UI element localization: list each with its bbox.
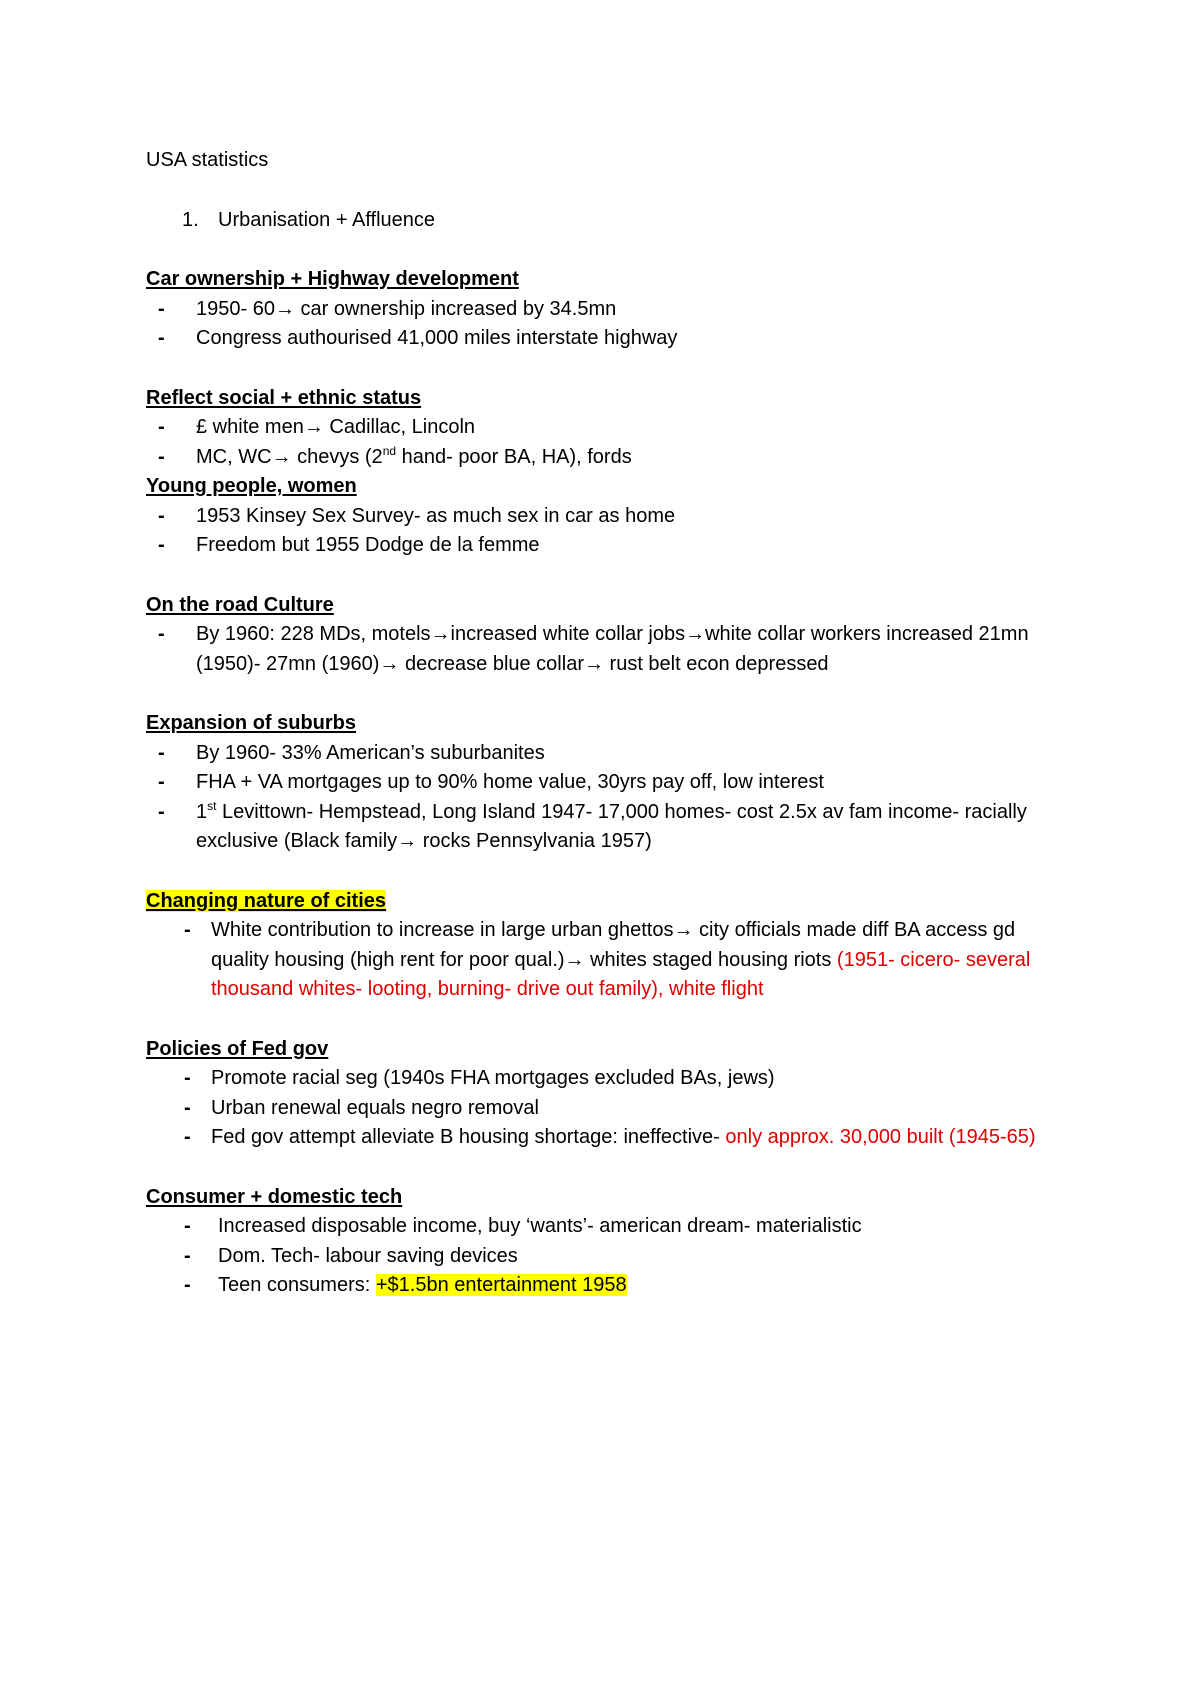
- bullet-list: [146, 1064, 1046, 1153]
- section-heading: Car ownership + Highway development: [146, 268, 519, 290]
- list-item: [146, 295, 1046, 325]
- list-item-text: Fed gov attempt alleviate B housing shortage: ineffective-: [211, 1126, 726, 1148]
- document-title: USA statistics: [146, 149, 269, 171]
- section-social-ethnic-status: [146, 384, 1046, 473]
- dash-bullet: -: [158, 297, 165, 320]
- dash-bullet: -: [184, 1274, 191, 1296]
- list-item: [146, 1212, 1046, 1242]
- highlighted-heading: Changing nature of cities: [146, 889, 387, 912]
- red-text: (1951- cicero- several thousand whites- looting, burning- drive out family), white flight: [211, 948, 1031, 1000]
- dash-bullet: -: [158, 623, 165, 645]
- list-item: [146, 324, 1046, 354]
- dash-bullet: -: [158, 741, 165, 764]
- dash-bullet: -: [184, 1215, 191, 1237]
- section-heading: Policies of Fed gov: [146, 1037, 329, 1060]
- list-item-text: 1950- 60→ car ownership increased by 34.5mn: [196, 297, 617, 320]
- section-consumer-domestic-tech: [146, 1183, 1046, 1301]
- dash-bullet: -: [158, 800, 165, 823]
- list-item-text-before: MC, WC→ chevys (2: [196, 445, 383, 468]
- list-item: [146, 768, 1046, 798]
- section-heading: On the road Culture: [146, 593, 334, 616]
- list-item-text: Congress authourised 41,000 miles interstate highway: [196, 327, 678, 349]
- list-item-text: Promote racial seg (1940s FHA mortgages excluded BAs, jews): [211, 1067, 775, 1089]
- document-body: [146, 146, 1046, 1301]
- list-item: [146, 1242, 1046, 1272]
- section-changing-nature-of-cities: [146, 887, 1046, 1005]
- list-item: [146, 1123, 1046, 1153]
- section-on-the-road-culture: [146, 591, 1046, 680]
- list-item-text: Freedom but 1955 Dodge de la femme: [196, 534, 540, 556]
- superscript: nd: [382, 443, 397, 458]
- section-heading: Reflect social + ethnic status: [146, 386, 422, 409]
- list-item: [146, 1271, 1046, 1301]
- list-item-text: 1953 Kinsey Sex Survey- as much sex in car as home: [196, 504, 676, 527]
- section-heading: Consumer + domestic tech: [146, 1185, 403, 1208]
- list-item: [146, 620, 1046, 679]
- section-expansion-of-suburbs: [146, 709, 1046, 857]
- bullet-list: [146, 916, 1046, 1005]
- section-heading: Expansion of suburbs: [146, 712, 357, 734]
- list-item-text: Urban renewal equals negro removal: [211, 1096, 539, 1119]
- list-item: [146, 739, 1046, 769]
- list-item-text: Teen consumers:: [218, 1274, 376, 1296]
- list-item: [146, 1064, 1046, 1094]
- list-item-text: By 1960: 228 MDs, motels→increased white collar jobs→white collar workers increased 21mn (1950)- 27mn (1960)→ decrease blue collar→ rust belt econ depressed: [196, 623, 1029, 675]
- numbered-heading: [146, 206, 1046, 236]
- bullet-list: [146, 295, 1046, 354]
- list-item: [146, 531, 1046, 561]
- list-item-text: FHA + VA mortgages up to 90% home value, 30yrs pay off, low interest: [196, 771, 824, 793]
- superscript: st: [207, 798, 217, 813]
- list-item-text: By 1960- 33% American’s suburbanites: [196, 741, 545, 764]
- section-young-people-women: [146, 472, 1046, 561]
- dash-bullet: -: [184, 1067, 191, 1089]
- section-heading: Young people, women: [146, 475, 357, 497]
- list-item: [146, 1094, 1046, 1124]
- section-policies-of-fed-gov: [146, 1035, 1046, 1153]
- section-car-ownership: [146, 265, 1046, 354]
- list-item-text-after: hand- poor BA, HA), fords: [396, 445, 632, 468]
- section-heading: [146, 887, 1046, 917]
- dash-bullet: -: [158, 416, 165, 438]
- list-number: 1.: [182, 208, 199, 231]
- dash-bullet: -: [184, 1126, 191, 1148]
- dash-bullet: -: [158, 445, 165, 468]
- bullet-list: [146, 1212, 1046, 1301]
- bullet-list: [146, 620, 1046, 679]
- list-item-text-before: 1: [196, 800, 208, 823]
- highlighted-text: +$1.5bn entertainment 1958: [375, 1274, 627, 1296]
- list-item-text: White contribution to increase in large urban ghettos→ city officials made diff BA access gd quality housing (high rent for poor qual.)→ whites staged housing riots: [211, 919, 1016, 971]
- red-text: only approx. 30,000 built (1945-65): [725, 1126, 1036, 1148]
- dash-bullet: -: [184, 919, 191, 941]
- list-item: [146, 443, 1046, 473]
- dash-bullet: -: [158, 534, 165, 556]
- dash-bullet: -: [158, 327, 165, 349]
- list-item: [146, 502, 1046, 532]
- bullet-list: [146, 502, 1046, 561]
- list-item-text: Increased disposable income, buy ‘wants’- american dream- materialistic: [218, 1215, 862, 1237]
- list-item-text: £ white men→ Cadillac, Lincoln: [196, 416, 476, 438]
- dash-bullet: -: [158, 504, 165, 527]
- dash-bullet: -: [184, 1244, 191, 1267]
- list-item: [146, 413, 1046, 443]
- bullet-list: [146, 413, 1046, 472]
- list-item-text: Dom. Tech- labour saving devices: [218, 1244, 518, 1267]
- list-item: [146, 916, 1046, 1005]
- list-item-text-after: Levittown- Hempstead, Long Island 1947- 17,000 homes- cost 2.5x av fam income- racially exclusive (Black family→ rocks Pennsylvania 1957): [196, 800, 1027, 852]
- bullet-list: [146, 739, 1046, 857]
- dash-bullet: -: [184, 1096, 191, 1119]
- list-item: [146, 798, 1046, 857]
- dash-bullet: -: [158, 771, 165, 793]
- numbered-heading-text: Urbanisation + Affluence: [218, 208, 436, 231]
